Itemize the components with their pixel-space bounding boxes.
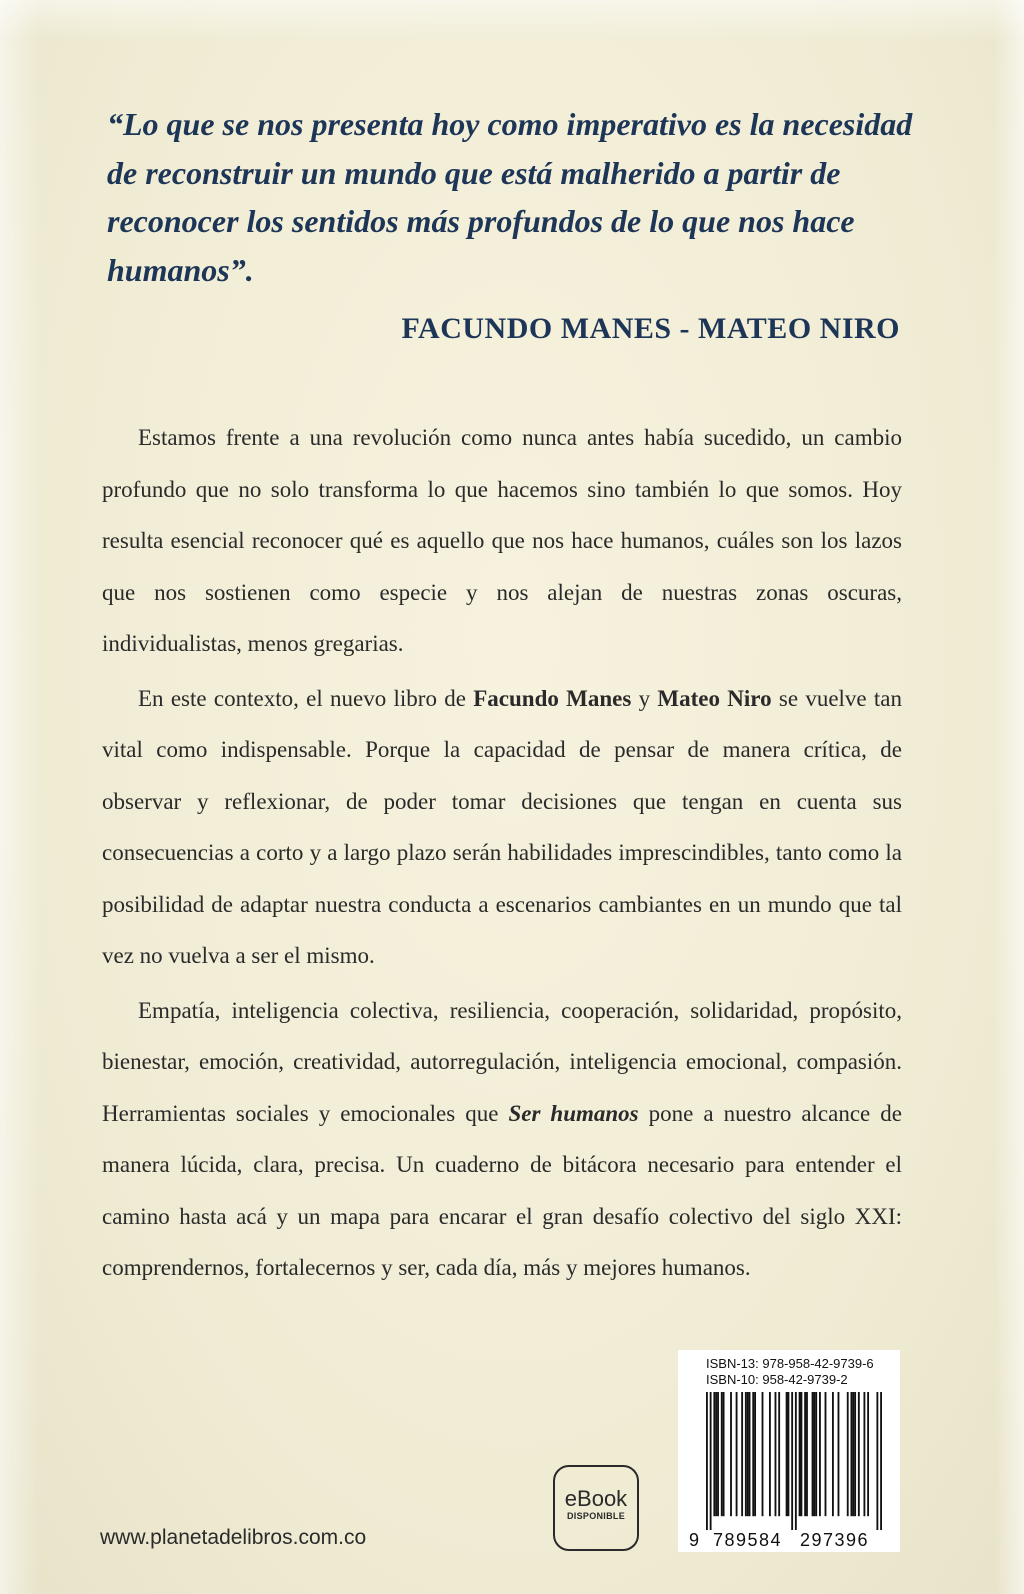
barcode-bar xyxy=(804,1392,806,1516)
blurb xyxy=(102,412,902,1297)
barcode-bar xyxy=(786,1392,788,1516)
barcode-bar xyxy=(736,1392,738,1516)
barcode-bar xyxy=(812,1392,814,1516)
isbn-barcode-block xyxy=(678,1350,900,1552)
shrink-wrap-sheen-left xyxy=(0,0,40,1594)
blurb-paragraph-1: Estamos frente a una revolución como nunca antes había sucedido, un cambio profundo que no solo transforma lo que hacemos sino también lo que somos. Hoy resulta esencial reconocer qué es aquello que nos hace humanos, cuáles son los lazos que nos sostienen como especie y nos alejan de nuestras zonas oscuras, individualistas, menos gregarias. xyxy=(102,425,902,656)
quote-authors: FACUNDO MANES - MATEO NIRO xyxy=(401,312,900,345)
ean-right-group: 297396 xyxy=(800,1530,870,1550)
barcode-bar xyxy=(838,1392,840,1516)
blurb-p2-text-a: En este contexto, el nuevo libro de xyxy=(138,685,474,711)
barcode-bar xyxy=(769,1392,771,1516)
ean-left-group: 789584 xyxy=(713,1530,783,1550)
isbn-13: ISBN-13: 978-958-42-9739-6 xyxy=(706,1356,874,1371)
barcode-bar xyxy=(730,1392,732,1516)
barcode-bar xyxy=(876,1392,878,1530)
blurb-paragraph-3 xyxy=(102,985,902,1294)
barcode-bar xyxy=(723,1392,725,1516)
barcode-bar xyxy=(775,1392,777,1516)
ean-first-digit: 9 xyxy=(689,1530,700,1550)
author-name-niro: Mateo Niro xyxy=(657,685,772,711)
shrink-wrap-sheen-top xyxy=(0,0,1024,40)
barcode-bar xyxy=(813,1392,815,1516)
barcode-bar xyxy=(858,1392,860,1516)
barcode-bar xyxy=(851,1392,853,1516)
barcode-bar xyxy=(863,1392,865,1516)
barcode-bar xyxy=(754,1392,756,1516)
barcode-bar xyxy=(778,1392,780,1516)
barcode-bar xyxy=(713,1392,715,1516)
blurb-p2-text-b: y xyxy=(631,685,658,711)
ebook-sublabel: DISPONIBLE xyxy=(566,1511,625,1521)
barcode-bar xyxy=(795,1392,797,1530)
barcode-bar xyxy=(717,1392,719,1516)
barcode-bar xyxy=(832,1392,834,1516)
barcode-bar xyxy=(806,1392,808,1516)
barcode-bar xyxy=(715,1392,717,1516)
barcode-bar xyxy=(710,1392,712,1530)
barcode-bar xyxy=(847,1392,849,1516)
barcode-bar xyxy=(791,1392,793,1530)
barcode-bar xyxy=(752,1392,754,1516)
barcode-bar xyxy=(745,1392,747,1516)
blurb-paragraph-2 xyxy=(102,673,902,982)
book-title-inline: Ser humanos xyxy=(508,1100,639,1126)
epigraph-quote: “Lo que se nos presenta hoy como imperativo es la necesidad de reconstruir un mundo que está malherido a partir de reconocer los sentidos más profundos de lo que nos hace humanos”. xyxy=(107,106,913,288)
barcode-bar xyxy=(741,1392,743,1516)
barcode-bar xyxy=(867,1392,869,1516)
barcode-bar xyxy=(747,1392,749,1516)
barcode-bar xyxy=(815,1392,817,1516)
barcode-bar xyxy=(880,1392,882,1530)
ebook-available-badge xyxy=(553,1465,639,1551)
barcode-bar xyxy=(825,1392,827,1516)
barcode-bar xyxy=(762,1392,764,1516)
ean-barcode xyxy=(706,1392,882,1530)
barcode-bar xyxy=(854,1392,856,1516)
isbn-10: ISBN-10: 958-42-9739-2 xyxy=(706,1372,848,1387)
barcode-bar xyxy=(852,1392,854,1516)
barcode-bar xyxy=(706,1392,708,1530)
barcode-bar xyxy=(749,1392,751,1516)
blurb-p3-text-b: pone a nuestro alcance de manera lúcida, clara, precisa. Un cuaderno de bitácora necesario para entender el camino hasta acá y un mapa para encarar el gran desafío colectivo del siglo XXI: comprendernos, fortalecernos y ser, cada día, más y mejores humanos. xyxy=(102,1100,902,1280)
publisher-website: www.planetadelibros.com.co xyxy=(100,1526,367,1549)
author-name-manes: Facundo Manes xyxy=(473,685,632,711)
blurb-p2-text-c: se vuelve tan vital como indispensable. Porque la capacidad de pensar de manera crítica, de observar y reflexionar, de poder tomar decisiones que tengan en cuenta sus consecuencias a corto y a largo plazo serán habilidades imprescindibles, tanto como la posibilidad de adaptar nuestra conducta a escenarios cambiantes en un mundo que tal vez no vuelva a ser el mismo. xyxy=(102,685,903,968)
barcode-bar xyxy=(819,1392,821,1516)
ebook-label: eBook xyxy=(564,1486,628,1511)
barcode-bar xyxy=(721,1392,723,1516)
shrink-wrap-sheen-right xyxy=(994,0,1024,1594)
barcode-bar xyxy=(799,1392,801,1516)
barcode-bar xyxy=(788,1392,790,1516)
barcode-bar xyxy=(800,1392,802,1516)
blurb-p3-text-a: Empatía, inteligencia colectiva, resiliencia, cooperación, solidaridad, propósito, bienestar, emoción, creatividad, autorregulación, inteligencia emocional, compasión. Herramientas sociales y emocionales que xyxy=(102,997,902,1126)
